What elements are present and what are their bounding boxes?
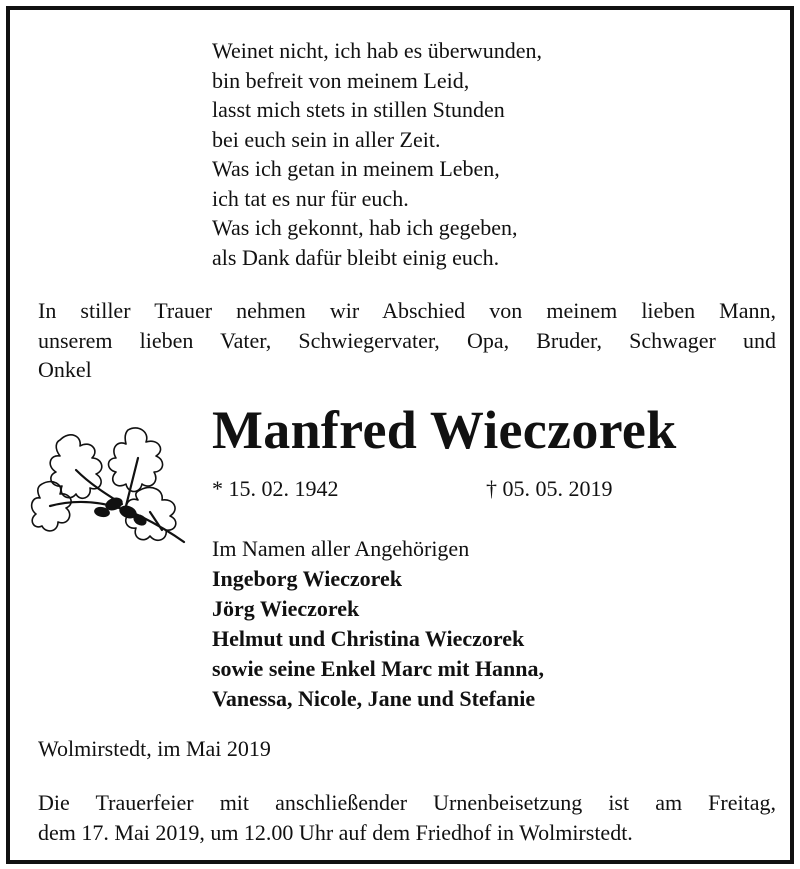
poem-line: Was ich getan in meinem Leben, [212, 156, 500, 181]
funeral-info [38, 788, 776, 848]
family-member: Ingeborg Wieczorek [212, 566, 403, 591]
oak-leaves-icon [30, 420, 200, 550]
poem-line: ich tat es nur für euch. [212, 185, 409, 211]
poem-line: bei euch sein in aller Zeit. [212, 126, 441, 152]
obituary-notice [6, 6, 794, 864]
intro-line: Onkel [38, 357, 92, 382]
poem-line: Weinet nicht, ich hab es überwunden, [212, 38, 542, 63]
family-member: Jörg Wieczorek [212, 596, 360, 621]
place-date: Wolmirstedt, im Mai 2019 [38, 736, 271, 761]
birth-date: * 15. 02. 1942 [212, 476, 339, 501]
deceased-name: Manfred Wieczorek [212, 400, 677, 460]
family-list [212, 534, 544, 714]
intro-line: unserem lieben Vater, Schwiegervater, Opa, Bruder, Schwager und [38, 327, 776, 353]
poem [212, 36, 542, 272]
intro-text [38, 296, 776, 385]
poem-line: bin befreit von meinem Leid, [212, 67, 470, 93]
poem-line: als Dank dafür bleibt einig euch. [212, 244, 500, 270]
death-date: † 05. 05. 2019 [486, 476, 613, 501]
funeral-line: Die Trauerfeier mit anschließender Urnenbeisetzung ist am Freitag, [38, 790, 776, 815]
family-member: Vanessa, Nicole, Jane und Stefanie [212, 686, 536, 711]
intro-line: In stiller Trauer nehmen wir Abschied von meinem lieben Mann, [38, 298, 776, 323]
poem-line: Was ich gekonnt, hab ich gegeben, [212, 215, 518, 240]
funeral-line: dem 17. Mai 2019, um 12.00 Uhr auf dem Friedhof in Wolmirstedt. [38, 820, 633, 845]
family-heading: Im Namen aller Angehörigen [212, 536, 470, 561]
poem-line: lasst mich stets in stillen Stunden [212, 97, 505, 122]
family-member: sowie seine Enkel Marc mit Hanna, [212, 656, 545, 681]
family-member: Helmut und Christina Wieczorek [212, 626, 525, 651]
